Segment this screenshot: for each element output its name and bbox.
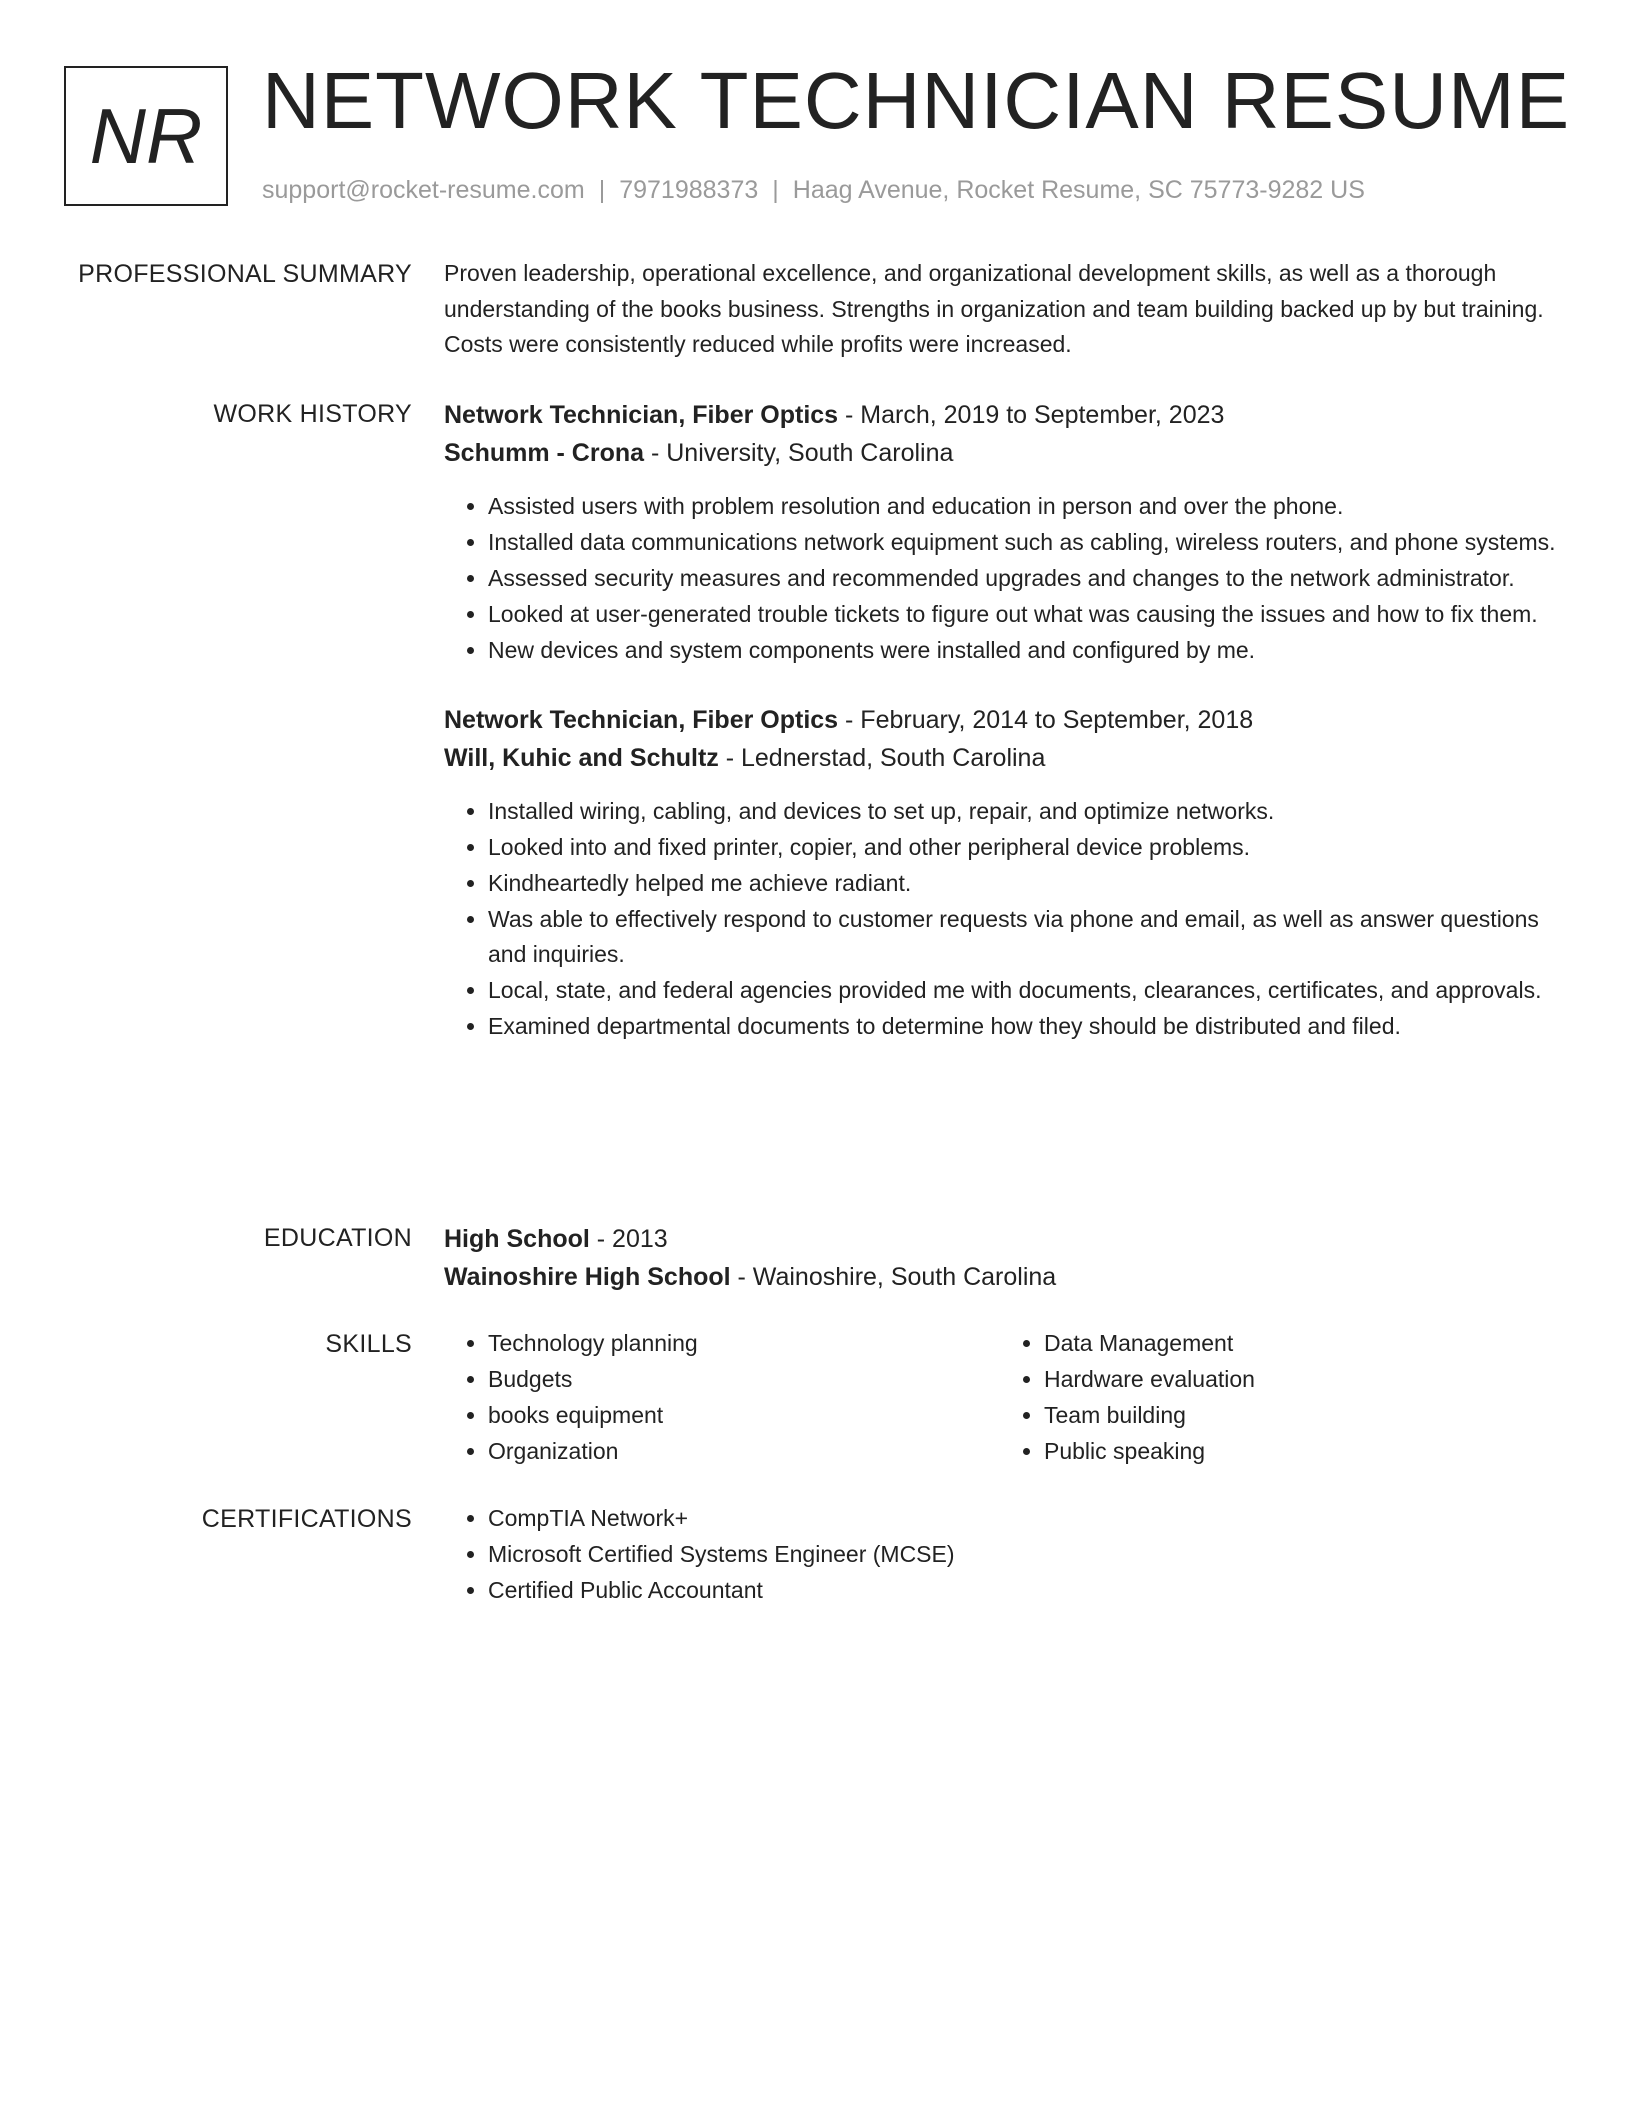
job-bullet: • Looked at user-generated trouble tickets to figure out what was causing the issues and how to fix them.: [488, 597, 1556, 633]
job-bullet: • Examined departmental documents to determine how they should be distributed and filed.: [488, 1009, 1556, 1045]
job-bullet: • Local, state, and federal agencies provided me with documents, clearances, certificates, and approvals.: [488, 973, 1556, 1009]
job-bullet: • Assessed security measures and recommended upgrades and changes to the network administrator.: [488, 561, 1556, 597]
skill-item: • Data Management: [1044, 1326, 1556, 1362]
job-company: Schumm - Crona: [444, 439, 645, 467]
skills-list-right: [1000, 1326, 1556, 1470]
certification-item: • Certified Public Accountant: [488, 1573, 1556, 1609]
contact-line: [262, 172, 1365, 208]
job-dates: - February, 2014 to September, 2018: [838, 705, 1254, 734]
job-entry: [444, 701, 1556, 1045]
skill-item: • Team building: [1044, 1398, 1556, 1434]
job-bullets: [444, 794, 1556, 1045]
education-degree: High School: [444, 1225, 590, 1253]
certifications-body: [444, 1501, 1556, 1609]
section-heading: WORK HISTORY: [213, 400, 412, 428]
contact-address: Haag Avenue, Rocket Resume, SC 75773-9282 US: [792, 176, 1365, 204]
job-title: Network Technician, Fiber Optics: [444, 705, 839, 734]
education-location: - Wainoshire, South Carolina: [730, 1263, 1057, 1291]
contact-phone: 7971988373: [619, 176, 759, 204]
job-bullet: • Assisted users with problem resolution and education in person and over the phone.: [488, 489, 1556, 525]
job-company-line: [444, 434, 1556, 472]
summary-body: [444, 256, 1556, 363]
job-company: Will, Kuhic and Schultz: [444, 743, 719, 772]
skill-item: • Public speaking: [1044, 1434, 1556, 1470]
education-degree-line: [444, 1220, 1556, 1258]
skill-item: • books equipment: [488, 1398, 1000, 1434]
summary-text: Proven leadership, operational excellence, and organizational development skills, as well as a thorough understanding of the books business. Strengths in organization and team building backed up by but training. Costs were consistently reduced while profits were increased.: [444, 260, 1544, 357]
education-school-line: [444, 1258, 1556, 1296]
section-heading: SKILLS: [325, 1330, 412, 1358]
job-location: - University, South Carolina: [644, 439, 954, 467]
contact-separator: |: [598, 176, 606, 204]
job-bullet: • Kindheartedly helped me achieve radiant.: [488, 866, 1556, 902]
job-bullet: • New devices and system components were installed and configured by me.: [488, 633, 1556, 669]
skills-body: [444, 1326, 1556, 1470]
education-body: [444, 1220, 1556, 1296]
skill-item: • Technology planning: [488, 1326, 1000, 1362]
skills-list-left: [444, 1326, 1000, 1470]
skill-item: • Organization: [488, 1434, 1000, 1470]
monogram-initials: NR: [89, 91, 203, 180]
certification-item: • CompTIA Network+: [488, 1501, 1556, 1537]
job-company-line: [444, 739, 1556, 777]
education-school: Wainoshire High School: [444, 1263, 731, 1291]
certifications-list: [444, 1501, 1556, 1609]
resume-title: NETWORK TECHNICIAN RESUME: [262, 56, 1571, 145]
education-year: - 2013: [589, 1225, 668, 1253]
job-bullets: [444, 489, 1556, 669]
job-bullet: • Installed data communications network equipment such as cabling, wireless routers, and phone systems.: [488, 525, 1556, 561]
job-title: Network Technician, Fiber Optics: [444, 401, 839, 429]
job-title-line: [444, 701, 1556, 739]
job-location: - Lednerstad, South Carolina: [718, 743, 1046, 772]
work-history-body: [444, 396, 1556, 1045]
contact-email: support@rocket-resume.com: [262, 176, 585, 204]
job-bullet: • Installed wiring, cabling, and devices to set up, repair, and optimize networks.: [488, 794, 1556, 830]
section-heading: EDUCATION: [263, 1224, 412, 1252]
contact-separator: |: [772, 176, 779, 204]
skills-columns: [444, 1326, 1556, 1470]
job-bullet: • Was able to effectively respond to customer requests via phone and email, as well as answer questions and inquiries.: [488, 902, 1556, 973]
section-heading: PROFESSIONAL SUMMARY: [78, 260, 412, 288]
job-dates: - March, 2019 to September, 2023: [838, 401, 1225, 429]
job-title-line: [444, 396, 1556, 434]
job-bullet: • Looked into and fixed printer, copier, and other peripheral device problems.: [488, 830, 1556, 866]
skill-item: • Budgets: [488, 1362, 1000, 1398]
job-entry: [444, 396, 1556, 669]
section-heading: CERTIFICATIONS: [201, 1505, 412, 1533]
skill-item: • Hardware evaluation: [1044, 1362, 1556, 1398]
certification-item: • Microsoft Certified Systems Engineer (MCSE): [488, 1537, 1556, 1573]
monogram-badge: [64, 66, 228, 206]
